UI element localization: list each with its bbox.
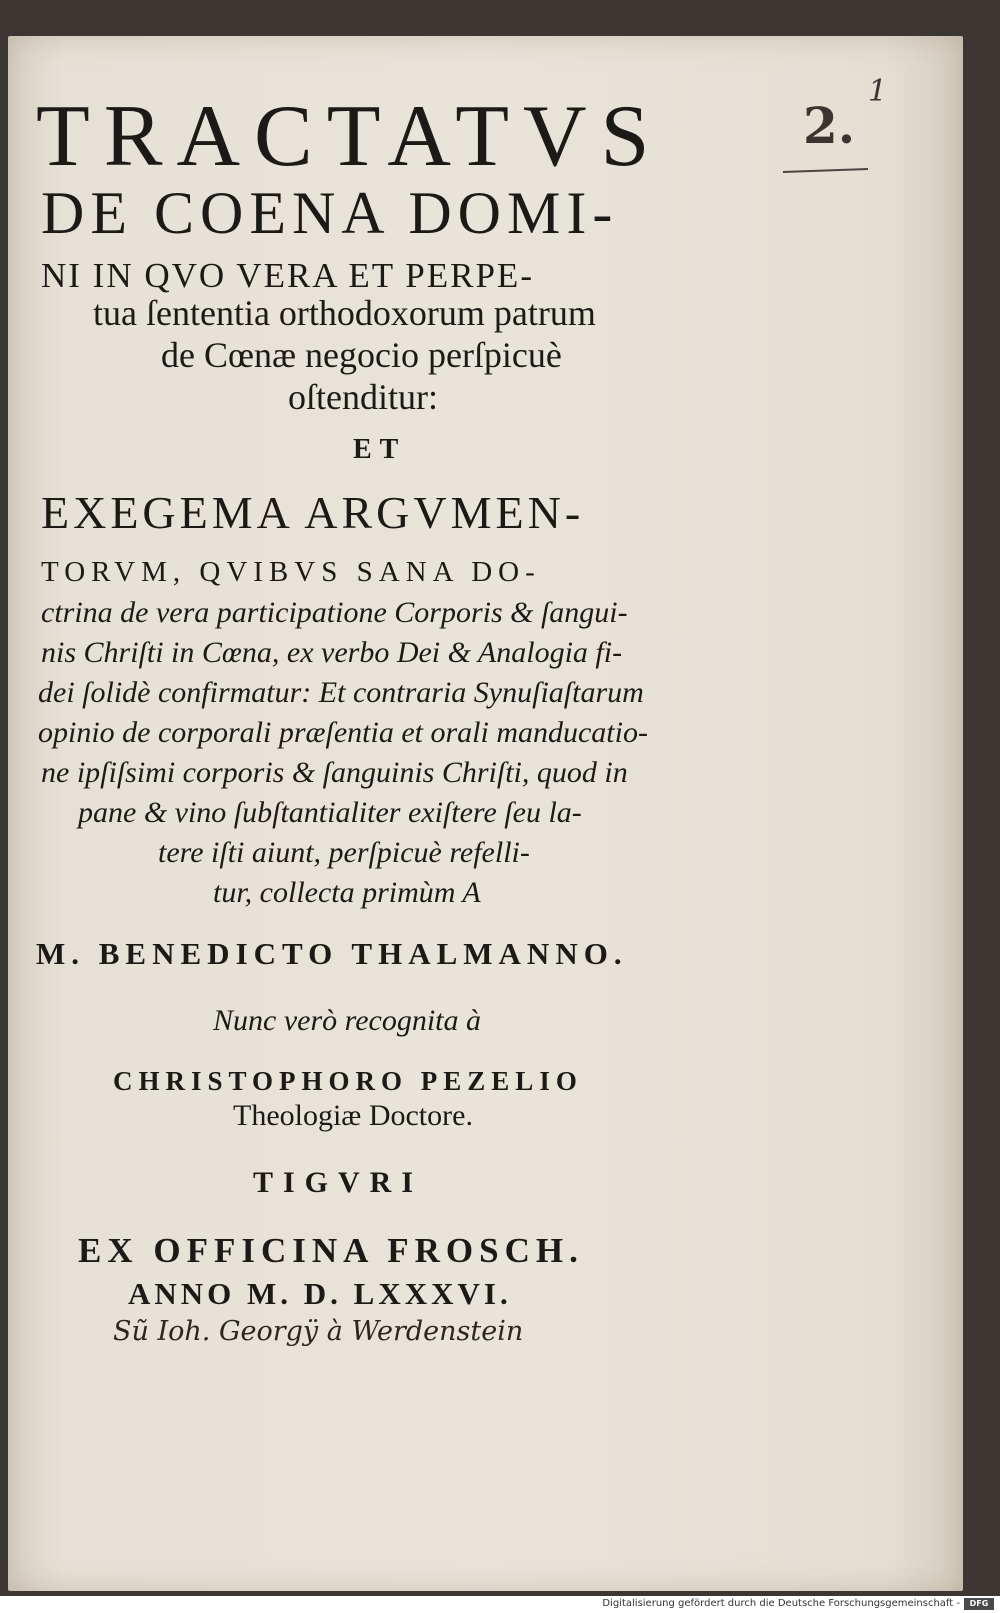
subtitle-line-3: ctrina de vera participatione Corporis & ſangui- [41,596,628,629]
subtitle-line-6: opinio de corporali præſentia et orali manducatio- [38,716,648,749]
conjunction-et: ET [353,434,407,465]
subtitle-line-5: dei ſolidè confirmatur: Et contraria Synuſiaſtarum [38,676,644,709]
author-name: M. BENEDICTO THALMANNO. [36,936,628,971]
footer-bar [0,1596,1000,1613]
editor-name: CHRISTOPHORO PEZELIO [113,1066,583,1096]
title-line-1: TRACTATVS [36,88,664,185]
editor-note: Nunc verò recognita à [213,1004,481,1037]
title-line-5: de Cœnæ negocio perſpicuè [161,335,562,375]
imprint-place: TIGVRI [253,1166,424,1199]
subtitle-line-10: tur, collecta primùm A [213,876,481,909]
subtitle-line-8: pane & vino ſubſtantialiter exiſtere ſeu la- [78,796,582,829]
subtitle-line-4: nis Chriſti in Cœna, ex verbo Dei & Analogia fi- [41,636,623,669]
title-line-3: NI IN QVO VERA ET PERPE- [41,256,534,295]
shelfmark-small: 1 [868,74,888,109]
shelfmark: 2. [803,96,856,155]
ownership-inscription: Sũ Ioh. Georgÿ à Werdenstein [113,1316,524,1347]
imprint-date: ANNO M. D. LXXXVI. [128,1276,512,1311]
subtitle-line-9: tere iſti aiunt, perſpicuè refelli- [158,836,530,869]
subtitle-line-7: ne ipſiſsimi corporis & ſanguinis Chriſti, quod in [41,756,628,789]
title-page [8,36,963,1591]
digitization-credit: Digitalisierung gefördert durch die Deutsche Forschungsgemeinschaft - [602,1598,960,1609]
dfg-logo: DFG [964,1598,994,1610]
editor-title: Theologiæ Doctore. [233,1099,473,1132]
imprint-printer: EX OFFICINA FROSCH. [78,1231,584,1270]
title-line-4: tua ſententia orthodoxorum patrum [93,293,596,333]
subtitle-line-2: TORVM, QVIBVS SANA DO- [41,556,541,588]
shelfmark-underline [783,166,873,176]
title-line-2: DE COENA DOMI- [41,180,619,246]
title-line-6: oſtenditur: [288,377,438,417]
subtitle-line-1: EXEGEMA ARGVMEN- [41,487,585,538]
